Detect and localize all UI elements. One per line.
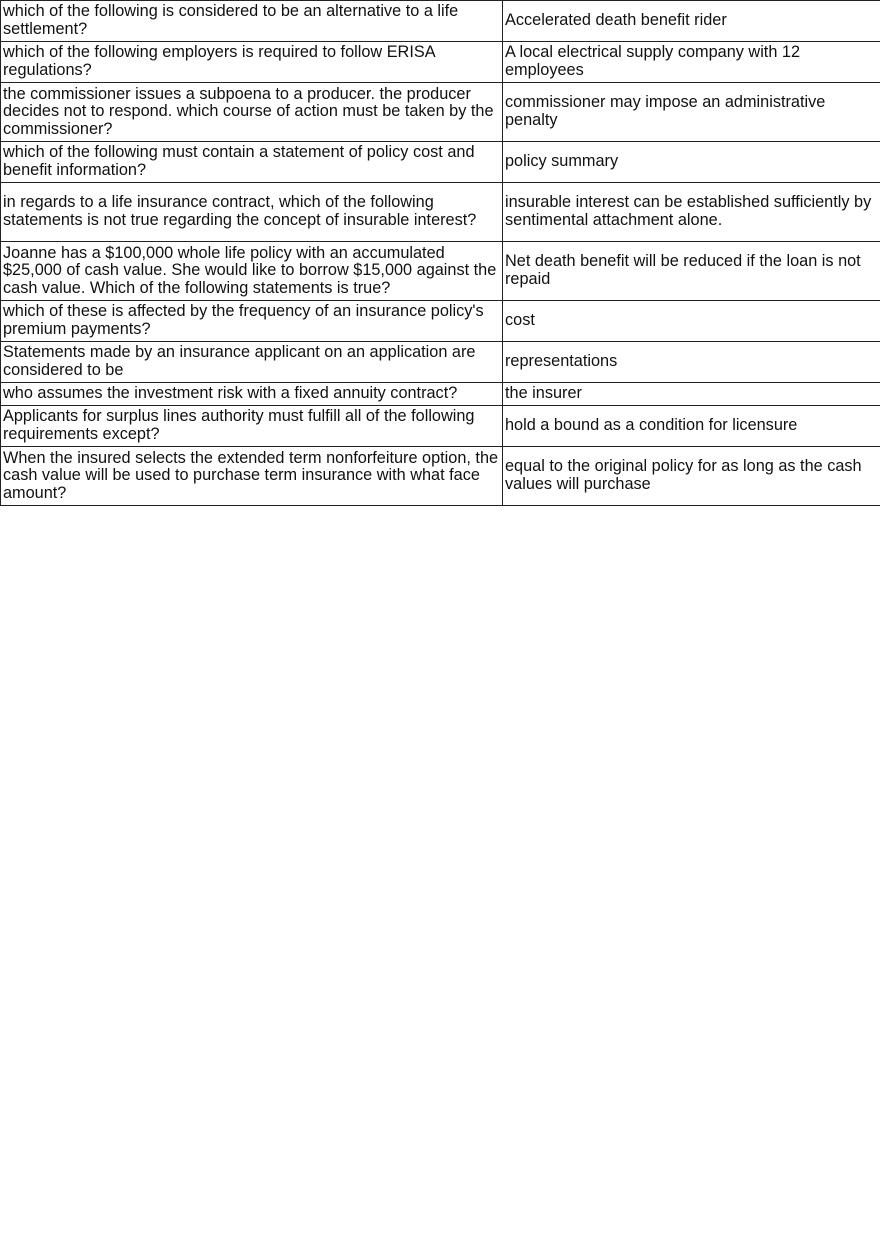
question-cell: which of the following is considered to be an alternative to a life settlement? xyxy=(1,1,503,42)
answer-cell: representations xyxy=(503,342,880,383)
table-row xyxy=(1,83,880,142)
question-cell: Applicants for surplus lines authority must fulfill all of the following requirements except? xyxy=(1,406,503,447)
question-cell: When the insured selects the extended term nonforfeiture option, the cash value will be used to purchase term insurance with what face amount? xyxy=(1,447,503,506)
answer-cell: policy summary xyxy=(503,142,880,183)
question-cell: which of the following employers is required to follow ERISA regulations? xyxy=(1,42,503,83)
answer-cell: the insurer xyxy=(503,383,880,406)
question-cell: Joanne has a $100,000 whole life policy with an accumulated $25,000 of cash value. She would like to borrow $15,000 against the cash value. Which of the following statements is true? xyxy=(1,242,503,301)
answer-cell: cost xyxy=(503,301,880,342)
table-row xyxy=(1,383,880,406)
flashcard-table xyxy=(0,0,880,506)
table-row xyxy=(1,183,880,242)
answer-cell: A local electrical supply company with 12 employees xyxy=(503,42,880,83)
answer-cell: Net death benefit will be reduced if the loan is not repaid xyxy=(503,242,880,301)
table-row xyxy=(1,42,880,83)
table-row xyxy=(1,142,880,183)
answer-cell: Accelerated death benefit rider xyxy=(503,1,880,42)
table-row xyxy=(1,1,880,42)
answer-cell: commissioner may impose an administrative penalty xyxy=(503,83,880,142)
question-cell: which of the following must contain a statement of policy cost and benefit information? xyxy=(1,142,503,183)
table-row xyxy=(1,406,880,447)
question-cell: the commissioner issues a subpoena to a producer. the producer decides not to respond. which course of action must be taken by the commissioner? xyxy=(1,83,503,142)
table-row xyxy=(1,342,880,383)
question-cell: Statements made by an insurance applicant on an application are considered to be xyxy=(1,342,503,383)
table-row xyxy=(1,301,880,342)
answer-cell: insurable interest can be established sufficiently by sentimental attachment alone. xyxy=(503,183,880,242)
answer-cell: equal to the original policy for as long as the cash values will purchase xyxy=(503,447,880,506)
table-row xyxy=(1,242,880,301)
table-row xyxy=(1,447,880,506)
question-cell: which of these is affected by the frequency of an insurance policy's premium payments? xyxy=(1,301,503,342)
question-cell: who assumes the investment risk with a fixed annuity contract? xyxy=(1,383,503,406)
answer-cell: hold a bound as a condition for licensure xyxy=(503,406,880,447)
question-cell: in regards to a life insurance contract, which of the following statements is not true regarding the concept of insurable interest? xyxy=(1,183,503,242)
